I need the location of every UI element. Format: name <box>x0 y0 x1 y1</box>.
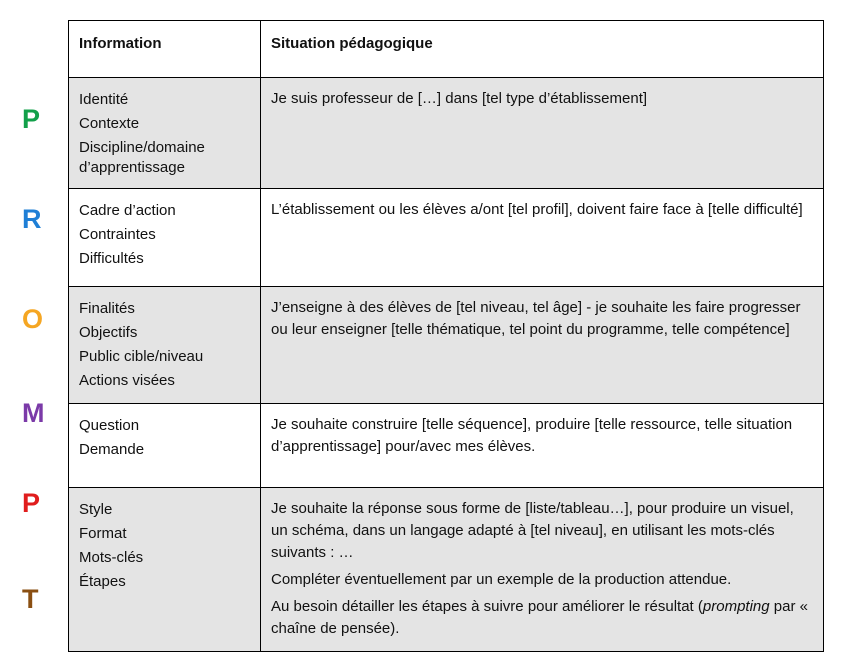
situation-text-part: Au besoin détailler les étapes à suivre pour améliorer le résultat ( <box>271 598 703 615</box>
acronym-letter: P <box>22 488 41 518</box>
situation-cell <box>261 78 824 189</box>
info-item: Actions visées <box>79 372 175 389</box>
info-item: Mots-clés <box>79 549 144 566</box>
header-information: Information <box>69 21 261 78</box>
acronym-letter: P <box>22 104 41 134</box>
situation-text <box>271 596 813 640</box>
situation-text: Je souhaite la réponse sous forme de [liste/tableau…], pour produire un visuel, un schéma, dans un langage adapté à [tel niveau], en utilisant les mots-clés suivants : … <box>271 500 794 561</box>
situation-text: Je suis professeur de […] dans [tel type d’établissement] <box>271 90 648 107</box>
table-row <box>69 404 824 488</box>
acronym-letter: M <box>22 398 45 428</box>
situation-cell <box>261 287 824 404</box>
info-item: Discipline/domaine d’apprentissage <box>79 139 205 176</box>
info-item: Identité <box>79 91 129 108</box>
info-cell <box>69 488 261 652</box>
situation-text: J’enseigne à des élèves de [tel niveau, tel âge] - je souhaite les faire progresser ou leur enseigner [telle thématique, tel point du programme, telle compétence] <box>271 299 801 338</box>
table-row <box>69 189 824 287</box>
info-item: Demande <box>79 441 145 458</box>
info-item: Finalités <box>79 300 135 317</box>
table-row <box>69 287 824 404</box>
situation-text: Compléter éventuellement par un exemple de la production attendue. <box>271 571 732 588</box>
acronym-letter: R <box>22 204 42 234</box>
info-item: Contexte <box>79 115 140 132</box>
info-item: Étapes <box>79 573 126 590</box>
situation-text: L’établissement ou les élèves a/ont [tel profil], doivent faire face à [telle difficulté] <box>271 201 803 218</box>
situation-cell <box>261 488 824 652</box>
prompt-acronym <box>0 0 68 647</box>
info-cell <box>69 78 261 189</box>
info-item: Question <box>79 417 140 434</box>
info-item: Public cible/niveau <box>79 348 204 365</box>
info-item: Format <box>79 525 127 542</box>
table-row <box>69 78 824 189</box>
header-situation: Situation pédagogique <box>261 21 824 78</box>
situation-text: Je souhaite construire [telle séquence], produire [telle ressource, telle situation d’apprentissage] pour/avec mes élèves. <box>271 416 793 455</box>
info-item: Style <box>79 501 113 518</box>
acronym-letter: T <box>22 584 39 614</box>
table-row <box>69 488 824 652</box>
header-row <box>69 21 824 78</box>
info-item: Contraintes <box>79 226 156 243</box>
situation-text-emphasis: prompting <box>702 598 770 615</box>
info-item: Difficultés <box>79 250 144 267</box>
situation-text-part: par « chaîne de pensée). <box>271 598 808 637</box>
acronym-letter: O <box>22 304 44 334</box>
info-item: Cadre d’action <box>79 202 176 219</box>
info-item: Objectifs <box>79 324 138 341</box>
info-cell <box>69 404 261 488</box>
situation-cell <box>261 404 824 488</box>
info-cell <box>69 287 261 404</box>
info-cell <box>69 189 261 287</box>
situation-cell <box>261 189 824 287</box>
prompt-table <box>68 20 824 652</box>
